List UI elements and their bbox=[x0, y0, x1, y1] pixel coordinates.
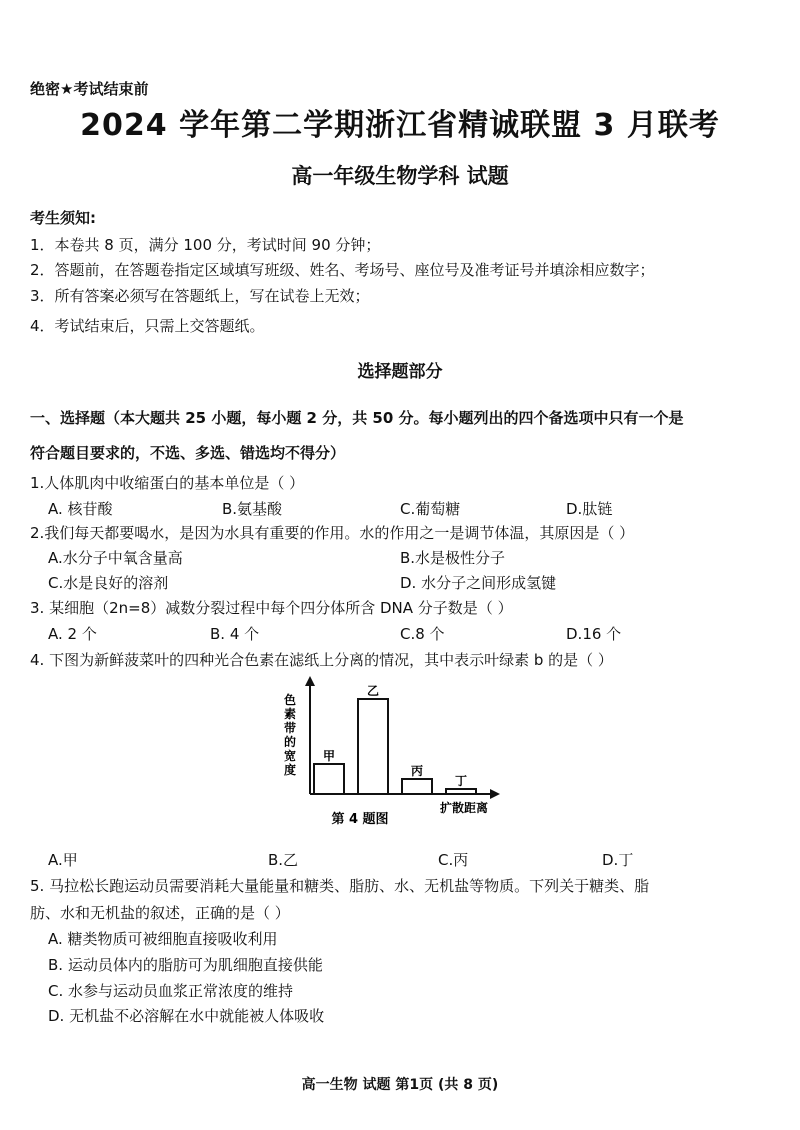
notice-item: 2．答题前，在答题卷指定区域填写班级、姓名、考场号、座位号及准考证号并填涂相应数字； bbox=[30, 261, 655, 279]
option-c: C.8 个 bbox=[400, 625, 445, 643]
bar-label-1: 乙 bbox=[366, 684, 380, 698]
section-intro: 符合题目要求的，不选、多选、错选均不得分） bbox=[30, 444, 346, 462]
option-c: C.葡萄糖 bbox=[400, 500, 461, 518]
y-axis-label-char: 色 bbox=[283, 693, 297, 707]
notice-item: 3．所有答案必须写在答题纸上，写在试卷上无效； bbox=[30, 287, 370, 305]
confidential-label: 绝密★考试结束前 bbox=[30, 80, 149, 98]
bar-1 bbox=[358, 699, 388, 794]
chart-caption: 第 4 题图 bbox=[331, 812, 389, 827]
section-intro: 一、选择题（本大题共 25 小题，每小题 2 分，共 50 分。每小题列出的四个备选项中只有一个是 bbox=[30, 409, 684, 427]
question-stem: 2.我们每天都要喝水，是因为水具有重要的作用。水的作用之一是调节体温，其原因是（ ） bbox=[30, 524, 635, 542]
y-axis-label-char: 带 bbox=[283, 721, 297, 735]
option-d: D. 水分子之间形成氢键 bbox=[400, 574, 557, 592]
question-stem: 4. 下图为新鲜菠菜叶的四种光合色素在滤纸上分离的情况，其中表示叶绿素 b 的是（ ） bbox=[30, 651, 613, 669]
option-a: A. 2 个 bbox=[48, 625, 97, 643]
question-stem: 5. 马拉松长跑运动员需要消耗大量能量和糖类、脂肪、水、无机盐等物质。下列关于糖类、脂 bbox=[30, 877, 650, 895]
option-b: B.氨基酸 bbox=[222, 500, 283, 518]
exam-title: 2024 学年第二学期浙江省精诚联盟 3 月联考 bbox=[80, 108, 720, 143]
section-title: 选择题部分 bbox=[357, 362, 443, 382]
option-c: C. 水参与运动员血浆正常浓度的维持 bbox=[48, 982, 294, 1000]
question-stem: 1.人体肌肉中收缩蛋白的基本单位是（ ） bbox=[30, 474, 305, 492]
y-axis-label bbox=[283, 692, 296, 777]
y-axis-label-char: 度 bbox=[283, 763, 297, 777]
bar-label-3: 丁 bbox=[454, 774, 468, 788]
option-d: D.肽链 bbox=[566, 500, 613, 518]
bar-label-2: 丙 bbox=[410, 764, 424, 778]
y-axis-arrow bbox=[305, 676, 315, 686]
option-d: D. 无机盐不必溶解在水中就能被人体吸收 bbox=[48, 1007, 325, 1025]
notice-item: 4．考试结束后，只需上交答题纸。 bbox=[30, 317, 265, 335]
option-a: A. 核苷酸 bbox=[48, 500, 113, 518]
y-axis-label-char: 的 bbox=[283, 735, 297, 749]
y-axis-label-char: 宽 bbox=[283, 749, 297, 763]
page-footer: 高一生物 试题 第1页 (共 8 页) bbox=[301, 1077, 499, 1093]
option-b: B. 4 个 bbox=[210, 625, 260, 643]
y-axis-label-char: 素 bbox=[283, 707, 297, 721]
notice-item: 1．本卷共 8 页，满分 100 分，考试时间 90 分钟； bbox=[30, 236, 381, 254]
question-stem: 肪、水和无机盐的叙述，正确的是（ ） bbox=[30, 904, 290, 922]
question-stem: 3. 某细胞（2n=8）减数分裂过程中每个四分体所含 DNA 分子数是（ ） bbox=[30, 599, 513, 617]
option-b: B.水是极性分子 bbox=[400, 549, 506, 567]
notice-heading: 考生须知: bbox=[30, 209, 96, 227]
option-b: B.乙 bbox=[268, 851, 299, 869]
option-a: A. 糖类物质可被细胞直接吸收利用 bbox=[48, 930, 278, 948]
x-axis-arrow bbox=[490, 789, 500, 799]
option-a: A.甲 bbox=[48, 851, 78, 869]
bar-3 bbox=[446, 789, 476, 794]
pigment-bar-chart bbox=[270, 670, 520, 840]
option-c: C.丙 bbox=[438, 851, 469, 869]
option-c: C.水是良好的溶剂 bbox=[48, 574, 169, 592]
bar-label-0: 甲 bbox=[322, 749, 336, 763]
bar-0 bbox=[314, 764, 344, 794]
option-a: A.水分子中氧含量高 bbox=[48, 549, 183, 567]
exam-subtitle: 高一年级生物学科 试题 bbox=[291, 164, 509, 188]
x-axis-label: 扩散距离 bbox=[439, 801, 489, 815]
option-d: D.丁 bbox=[602, 851, 634, 869]
option-b: B. 运动员体内的脂肪可为肌细胞直接供能 bbox=[48, 956, 323, 974]
bar-2 bbox=[402, 779, 432, 794]
option-d: D.16 个 bbox=[566, 625, 622, 643]
